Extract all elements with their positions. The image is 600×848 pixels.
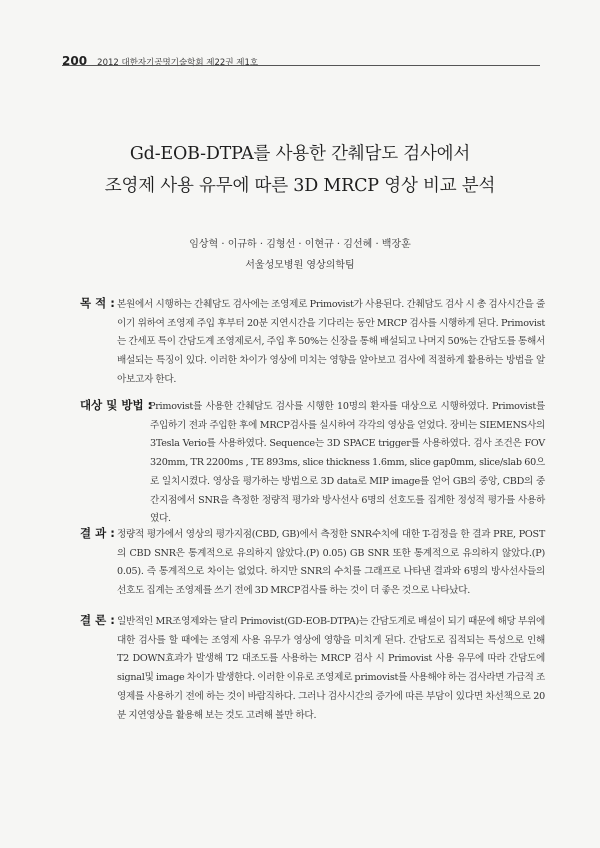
method-label: 대상 및 방법 : <box>80 398 153 412</box>
authors: 임상혁 · 이규하 · 김형선 · 이현규 · 김선혜 · 백장훈 <box>189 239 411 250</box>
conclusion-text: 일반적인 MR조영제와는 달리 Primovist(GD-EOB-DTPA)는 간담도계로 배설이 되기 때문에 해당 부위에 대한 검사를 할 때에는 조영제 사용 유무가 영상에 영향을 미치게 된다. 간담도로 집적되는 특성으로 인해 T2 DOWN효과가 발생해 T2 대조도를 사용하는 MRCP 검사 시 Primovist 사용 유무에 따라 간담도에 signal및 image 차이가 발생한다. 이러한 이유로 조영제로 primovist를 사용해야 하는 검사라면 가급적 조영제를 사용하기 전에 하는 것이 바람직하다. 그러나 검사시간의 증가에 따른 부담이 있다면 차선책으로 20분 지연영상을 활용해 보는 것도 고려해 볼만 하다. <box>117 616 545 721</box>
conclusion-label: 결 론 : <box>80 613 115 627</box>
header-divider <box>62 65 540 66</box>
method-text: Primovist를 사용한 간췌담도 검사를 시행한 10명의 환자를 대상으로 시행하였다. Primovist를 주입하기 전과 주입한 후에 MRCP검사를 실시하여 각각의 영상을 얻었다. 장비는 SIEMENS사의 3Tesla Verio를 사용하였다. Sequence는 3D SPACE trigger를 사용하였다. 검사 조건은 FOV 320mm, TR 2200ms , TE 893ms, slice thickness 1.6mm, slice gap0mm, slice/slab 60으로 일치시켰다. 영상을 평가하는 방법으로 3D data로 MIP image를 얻어 GB의 중앙, CBD의 중간지점에서 SNR을 측정한 정량적 평가와 방사선사 6명의 선호도를 집계한 정성적 평가를 사용하였다. <box>149 401 545 525</box>
page-number: 200 <box>62 54 88 68</box>
page-header <box>62 50 542 69</box>
affiliation: 서울성모병원 영상의학팀 <box>245 260 355 271</box>
title-line-2: 조영제 사용 유무에 따른 3D MRCP 영상 비교 분석 <box>104 176 496 196</box>
results-label: 결 과 : <box>80 526 115 540</box>
title-line-1: Gd-EOB-DTPA를 사용한 간췌담도 검사에서 <box>129 144 471 164</box>
purpose-text: 본원에서 시행하는 간췌담도 검사에는 조영제로 Primovist가 사용된다. 간췌담도 검사 시 총 검사시간을 줄이기 위하여 조영제 주입 후부터 20분 지연시간을 기다리는 동안 MRCP 검사를 시행하게 된다. Primovist는 간세포 특이 간담도계 조영제로서, 주입 후 50%는 신장을 통해 배설되고 나머지 50%는 간담도를 통해서 배설되는 특징이 있다. 이러한 차이가 영상에 미치는 영향을 알아보고 검사에 적절하게 활용하는 방법을 알아보고자 한다. <box>117 299 545 385</box>
results-text: 정량적 평가에서 영상의 평가지점(CBD, GB)에서 측정한 SNR수치에 대한 T-검정을 한 결과 PRE, POST의 CBD SNR은 통계적으로 유의하지 않았다.(P) 0.05) GB SNR 또한 통계적으로 유의하지 않았다.(P) 0.05). 즉 통계적으로 차이는 없었다. 하지만 SNR의 수치를 그래프로 나타낸 결과와 6명의 방사선사들의 선호도 집계는 조영제를 쓰기 전에 3D MRCP검사를 하는 것이 더 좋은 것으로 나타났다. <box>117 529 545 597</box>
purpose-label: 목 적 : <box>80 296 115 310</box>
journal-name: 2012 대한자기공명기술학회 제22권 제1호 <box>97 58 259 68</box>
